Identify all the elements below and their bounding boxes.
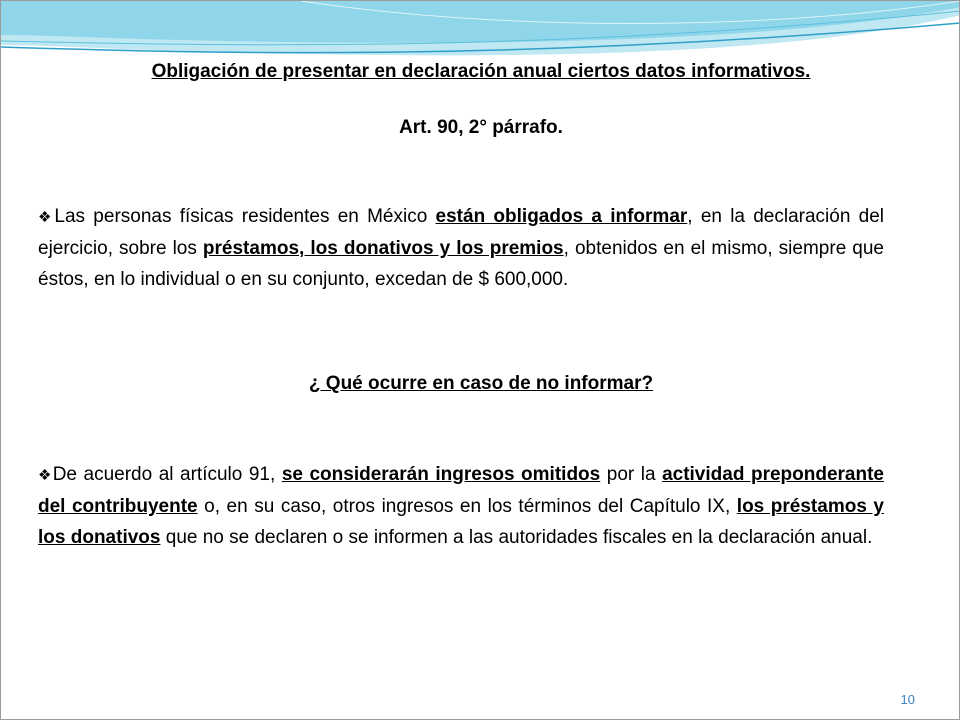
body-text: que no se declaren o se informen a las autoridades fiscales en la declaración anual.	[160, 527, 873, 548]
body-text: , en la declaración del ejercicio, sobre los	[38, 206, 885, 259]
emphasis-text: están obligados a informar	[435, 206, 688, 227]
diamond-bullet-icon: ❖	[38, 209, 55, 226]
body-text: De acuerdo al artículo 91,	[52, 464, 282, 485]
paragraph-consequence-text	[38, 464, 884, 548]
paragraph-consequence	[38, 459, 884, 553]
body-text: o, en su caso, otros ingresos en los términos del Capítulo IX,	[197, 496, 737, 517]
question-heading: ¿ Qué ocurre en caso de no informar?	[308, 373, 654, 394]
emphasis-text: actividad preponderante del contribuyente	[38, 464, 884, 517]
body-text: , obtenidos en el mismo, siempre que éstos, en lo individual o en su conjunto, excedan de $ 600,000.	[38, 238, 885, 290]
paragraph-obligation-text	[38, 206, 884, 290]
emphasis-text: los préstamos y los donativos	[38, 496, 884, 548]
page-number: 10	[900, 692, 915, 707]
paragraph-obligation	[38, 201, 884, 295]
emphasis-text: préstamos, los donativos y los premios	[202, 238, 564, 259]
article-reference: Art. 90, 2° párrafo.	[399, 117, 563, 138]
emphasis-text: se considerarán ingresos omitidos	[281, 464, 601, 485]
slide-title: Obligación de presentar en declaración anual ciertos datos informativos.	[151, 61, 811, 82]
body-text: por la	[600, 464, 663, 485]
body-text: Las personas físicas residentes en México	[54, 206, 436, 227]
diamond-bullet-icon: ❖	[38, 467, 53, 484]
